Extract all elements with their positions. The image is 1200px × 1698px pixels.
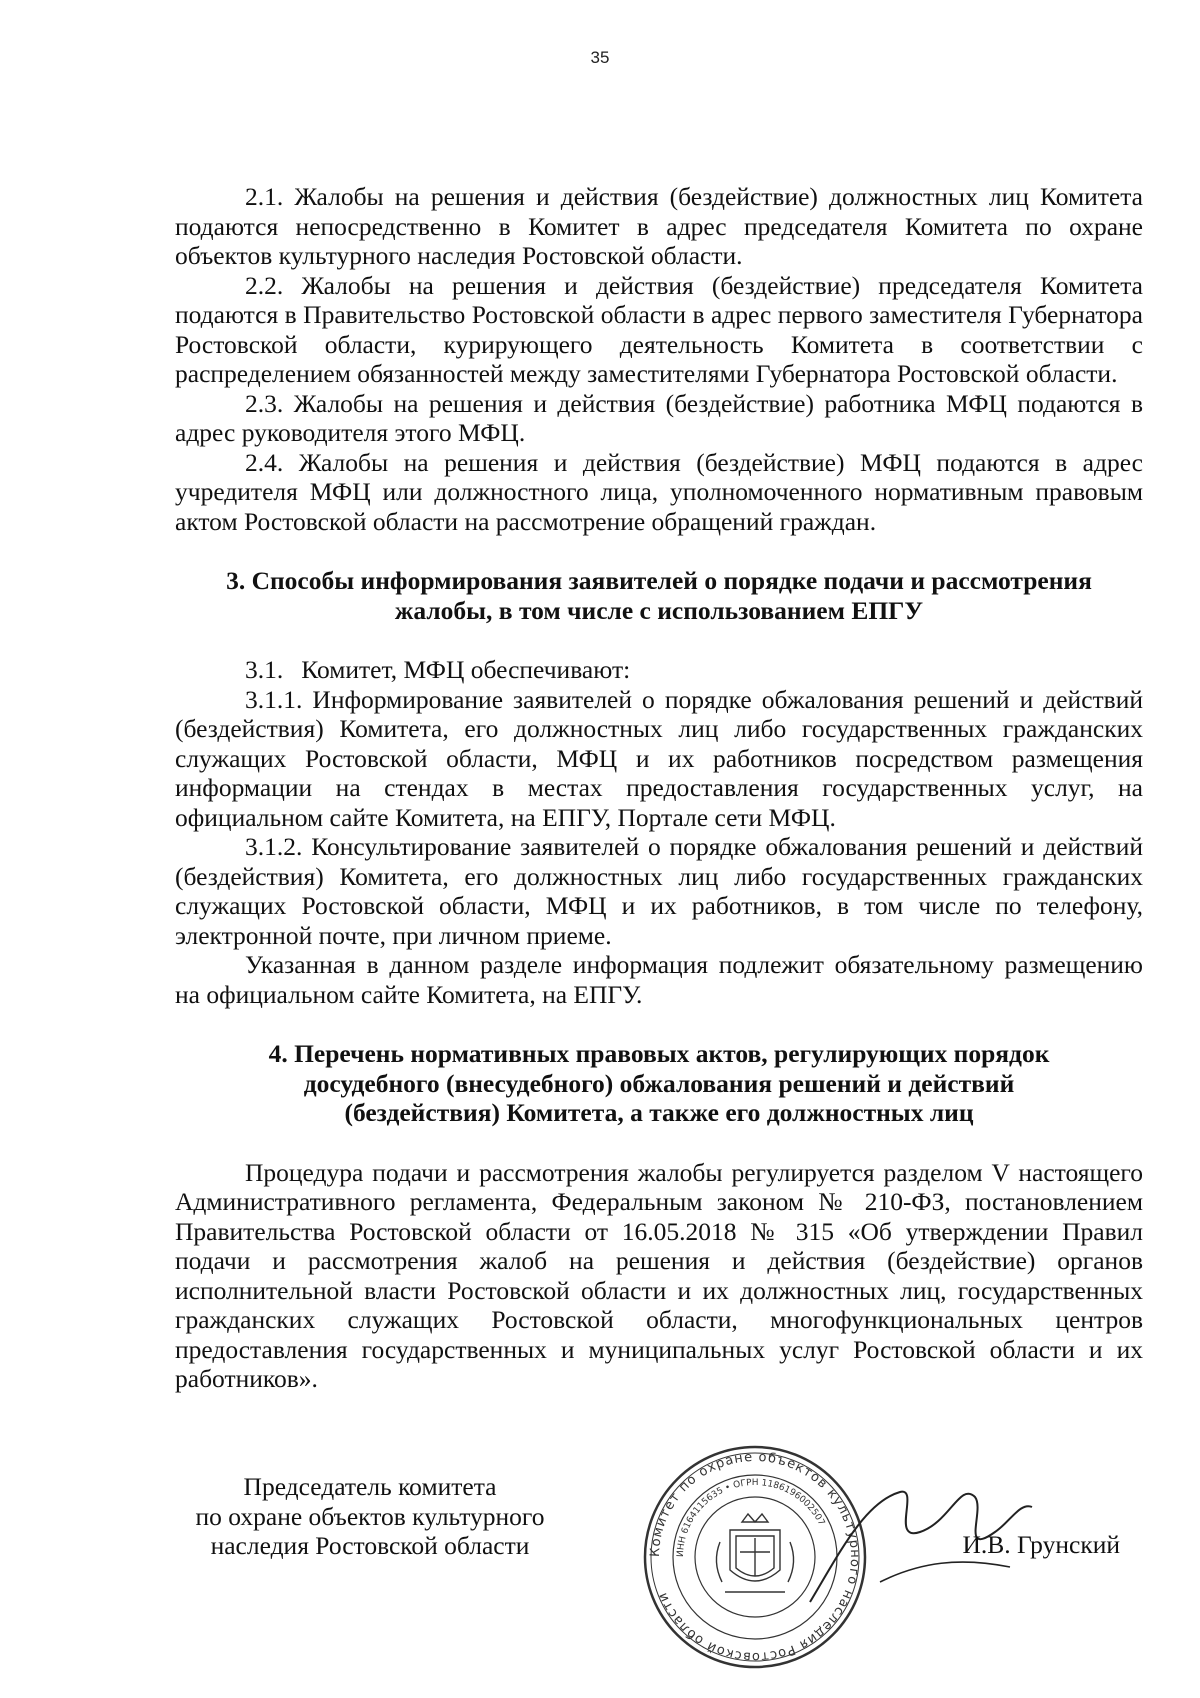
section-4-heading bbox=[175, 1039, 1143, 1128]
paragraph-2-4: 2.4. Жалобы на решения и действия (бездействие) МФЦ подаются в адрес учредителя МФЦ или должностного лица, уполномоченного нормативным правовым актом Ростовской области на рассмотрение обращений граждан. bbox=[175, 447, 1143, 536]
paragraph-3-1 bbox=[175, 655, 1143, 685]
signer-position-line-1: Председатель комитета bbox=[243, 1472, 497, 1501]
paragraph-3-1-number: 3.1. bbox=[245, 655, 284, 684]
svg-text:Комитет по охране объектов кул: Комитет по охране объектов культурного наследия Ростовской области bbox=[647, 1449, 863, 1665]
paragraph-3-note: Указанная в данном разделе информация подлежит обязательному размещению на официальном сайте Комитета, на ЕПГУ. bbox=[175, 950, 1143, 1009]
section-4-heading-line-1: 4. Перечень нормативных правовых актов, регулирующих порядок bbox=[268, 1039, 1050, 1068]
paragraph-3-1-text: Комитет, МФЦ обеспечивают: bbox=[301, 655, 631, 684]
paragraph-2-1: 2.1. Жалобы на решения и действия (бездействие) должностных лиц Комитета подаются непосредственно в Комитет в адрес председателя Комитета по охране объектов культурного наследия Ростовской области. bbox=[175, 182, 1143, 270]
signature-block bbox=[160, 1449, 1120, 1682]
document-body bbox=[175, 182, 1143, 1394]
paragraph-4: Процедура подачи и рассмотрения жалобы регулируется разделом V настоящего Административного регламента, Федеральным законом № 210-ФЗ, постановлением Правительства Ростовской области от 16.05.2018 № 315 «Об утверждении Правил подачи и рассмотрения жалоб на решения и действия (бездействие) органов исполнительной власти Ростовской области и их должностных лиц, государственных гражданских служащих Ростовской области, многофункциональных центров предоставления государственных и муниципальных услуг Ростовской области и их работников». bbox=[175, 1157, 1143, 1393]
svg-text:ИНН 6164115635 • ОГРН 11861960: ИНН 6164115635 • ОГРН 1186196002507 bbox=[675, 1477, 827, 1558]
section-3-heading-line-1: 3. Способы информирования заявителей о порядке подачи и рассмотрения bbox=[226, 566, 1092, 595]
paragraph-2-2: 2.2. Жалобы на решения и действия (бездействие) председателя Комитета подаются в Правительство Ростовской области в адрес первого заместителя Губернатора Ростовской области, курирующего деятельность Комитета в соответствии с распределением обязанностей между заместителями Губернатора Ростовской области. bbox=[175, 270, 1143, 388]
section-4-heading-line-2: досудебного (внесудебного) обжалования решений и действий bbox=[303, 1068, 1015, 1098]
paragraph-3-1-1: 3.1.1. Информирование заявителей о порядке обжалования решений и действий (бездействия) Комитета, его должностных лиц либо государственных гражданских служащих Ростовской области, МФЦ и их работников посредством размещения информации на стендах в местах предоставления государственных услуг, на официальном сайте Комитета, на ЕПГУ, Портале сети МФЦ. bbox=[175, 684, 1143, 832]
signer-position-line-2: по охране объектов культурного bbox=[195, 1501, 545, 1531]
paragraph-3-1-2: 3.1.2. Консультирование заявителей о порядке обжалования решений и действий (бездействия) Комитета, его должностных лиц либо государственных гражданских служащих Ростовской области, МФЦ и их работников, в том числе по телефону, электронной почте, при личном приеме. bbox=[175, 832, 1143, 950]
signer-name: И.В. Грунский bbox=[962, 1530, 1120, 1559]
section-3-heading-line-2: жалобы, в том числе с использованием ЕПГУ bbox=[394, 595, 924, 625]
section-3-heading bbox=[175, 566, 1143, 625]
signer-position-line-3: наследия Ростовской области bbox=[210, 1531, 530, 1560]
signer-position bbox=[160, 1472, 580, 1561]
paragraph-2-3: 2.3. Жалобы на решения и действия (бездействие) работника МФЦ подаются в адрес руководителя этого МФЦ. bbox=[175, 388, 1143, 447]
page-number: 35 bbox=[590, 48, 610, 67]
section-4-heading-line-3: (бездействия) Комитета, а также его должностных лиц bbox=[344, 1098, 974, 1127]
